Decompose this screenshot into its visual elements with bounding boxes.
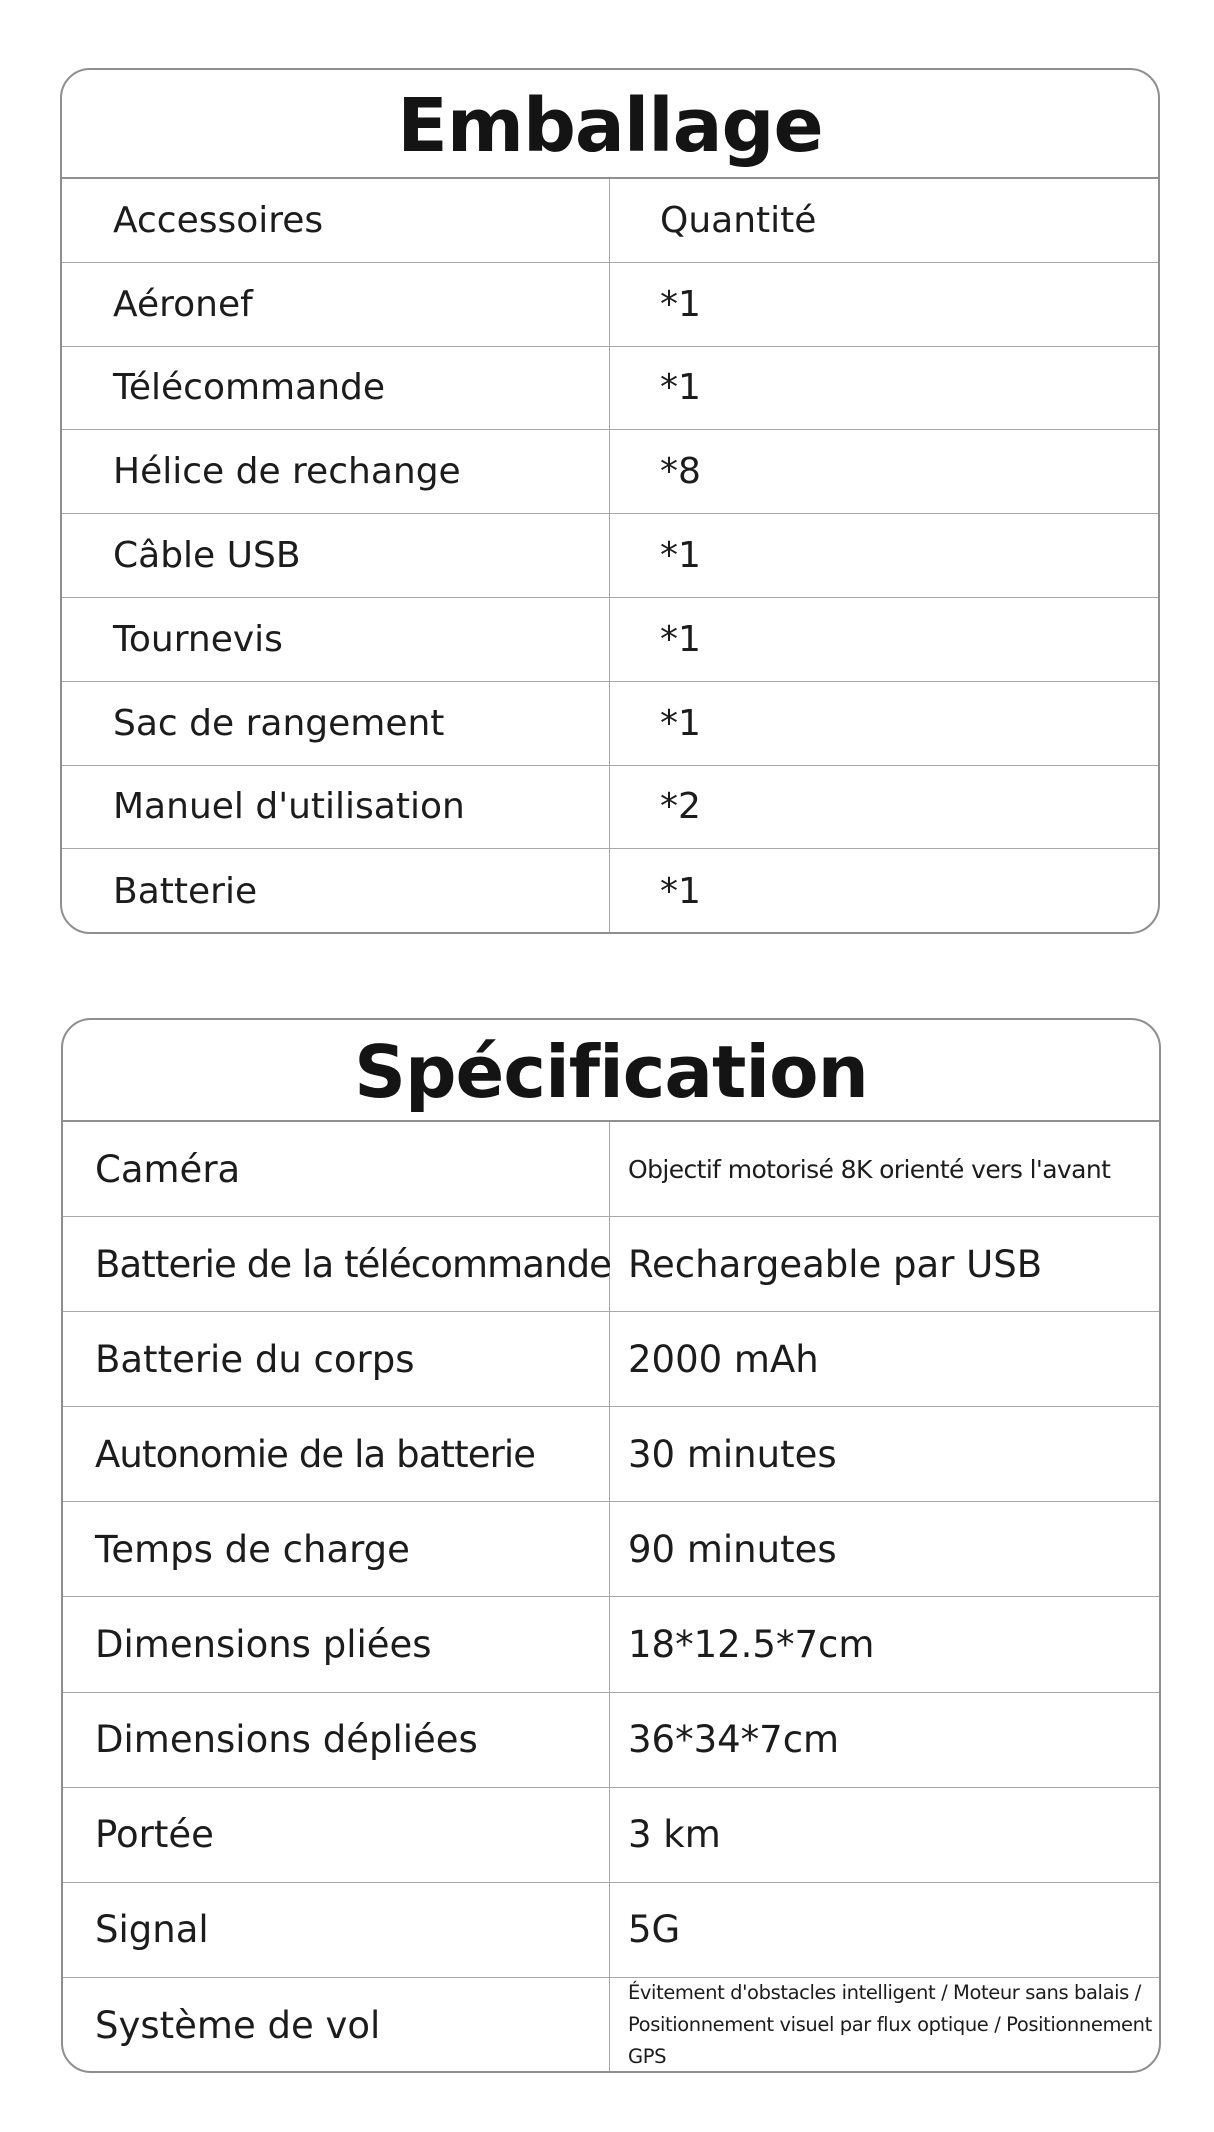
accessory-name: Hélice de rechange [62,430,610,513]
accessory-quantity: *1 [660,702,701,744]
table-row [62,347,1158,431]
spec-value: Évitement d'obstacles intelligent / Moteur sans balais / Positionnement visuel par flux optique / Positionnement GPS [628,1981,1152,2069]
table-row [62,430,1158,514]
accessory-name: Sac de rangement [62,682,610,765]
table-row [63,1883,1159,1978]
packaging-header-row [62,179,1158,263]
accessory-quantity: *1 [660,535,701,577]
table-row [63,1693,1159,1788]
table-row [62,849,1158,933]
packaging-table [62,179,1158,933]
accessory-name: Télécommande [62,347,610,430]
table-row [63,1502,1159,1597]
spec-value: 90 minutes [628,1527,837,1571]
spec-label: Caméra [63,1122,610,1216]
table-row [62,263,1158,347]
table-row [62,766,1158,850]
table-row [62,598,1158,682]
specification-table [63,1122,1159,2073]
spec-value: 3 km [628,1813,721,1857]
table-row [63,1217,1159,1312]
header-accessories: Accessoires [62,179,610,262]
spec-label: Dimensions dépliées [63,1693,610,1787]
table-row [63,1978,1159,2073]
accessory-name: Batterie [62,849,610,933]
packaging-card [60,68,1160,934]
spec-value: Rechargeable par USB [628,1242,1043,1286]
accessory-quantity: *1 [660,367,701,409]
table-row [62,682,1158,766]
spec-label: Batterie de la télécommande [63,1217,610,1311]
table-row [63,1407,1159,1502]
spec-value: 5G [628,1908,681,1952]
accessory-quantity: *1 [660,870,701,912]
accessory-quantity: *1 [660,283,701,325]
spec-label: Dimensions pliées [63,1597,610,1691]
spec-label: Portée [63,1788,610,1882]
spec-value: 2000 mAh [628,1337,819,1381]
table-row [62,514,1158,598]
spec-value: 18*12.5*7cm [628,1623,875,1667]
spec-label: Système de vol [63,1978,610,2073]
packaging-title: Emballage [62,70,1158,179]
accessory-name: Aéronef [62,263,610,346]
accessory-name: Tournevis [62,598,610,681]
spec-label: Temps de charge [63,1502,610,1596]
spec-label: Autonomie de la batterie [63,1407,610,1501]
table-row [63,1312,1159,1407]
accessory-name: Câble USB [62,514,610,597]
spec-label: Batterie du corps [63,1312,610,1406]
accessory-quantity: *8 [660,451,701,493]
table-row [63,1597,1159,1692]
table-row [63,1122,1159,1217]
accessory-name: Manuel d'utilisation [62,766,610,849]
specification-card [61,1018,1161,2073]
header-quantity: Quantité [660,199,817,241]
accessory-quantity: *1 [660,618,701,660]
spec-value: 36*34*7cm [628,1718,840,1762]
spec-value: Objectif motorisé 8K orienté vers l'avant [628,1154,1111,1184]
accessory-quantity: *2 [660,786,701,828]
spec-label: Signal [63,1883,610,1977]
specification-title: Spécification [63,1020,1159,1122]
spec-value: 30 minutes [628,1432,837,1476]
table-row [63,1788,1159,1883]
